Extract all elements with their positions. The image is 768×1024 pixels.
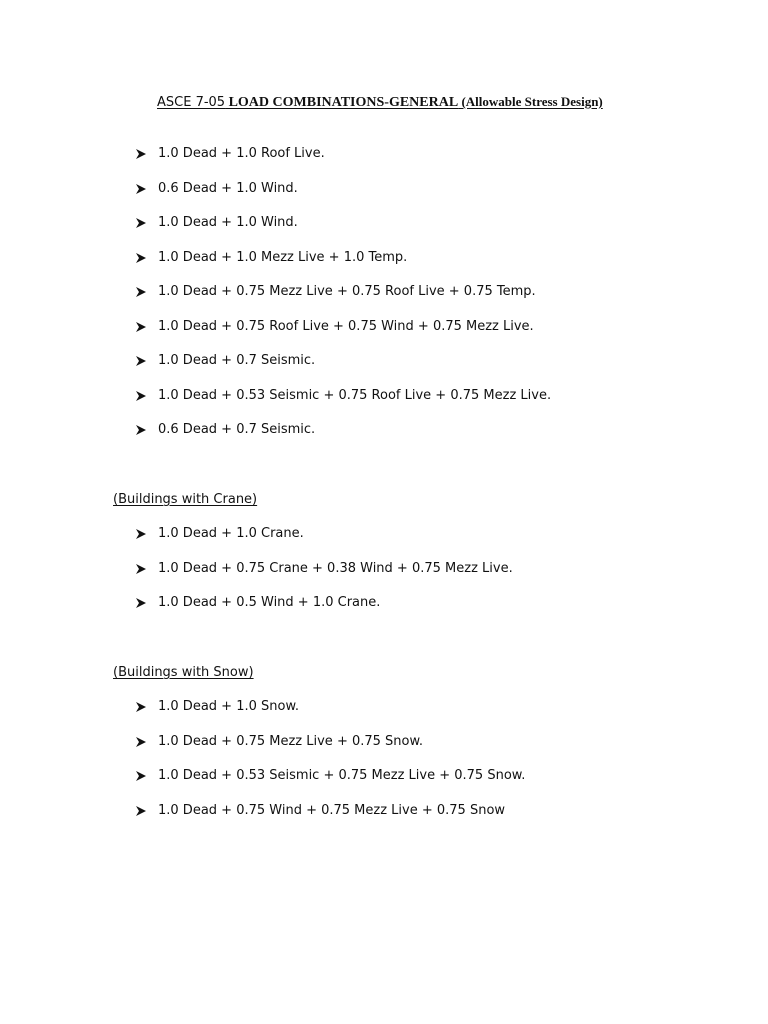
list-item: [135, 593, 513, 628]
arrowhead-bullet-icon: [135, 424, 147, 436]
list-item: [135, 420, 551, 455]
list-item: [135, 213, 551, 248]
list-item: [135, 282, 551, 317]
snow-section-heading: (Buildings with Snow): [113, 665, 254, 680]
list-item-text: 1.0 Dead + 0.75 Mezz Live + 0.75 Snow.: [158, 733, 424, 749]
list-item-text: 1.0 Dead + 0.5 Wind + 1.0 Crane.: [158, 595, 381, 610]
arrowhead-bullet-icon: [135, 701, 147, 713]
list-item: [135, 732, 525, 767]
list-item-text: 1.0 Dead + 0.53 Seismic + 0.75 Mezz Live + 0.75 Snow.: [158, 768, 526, 783]
list-item-text: 1.0 Dead + 0.75 Crane + 0.38 Wind + 0.75 Mezz Live.: [158, 560, 513, 576]
list-item-text: 1.0 Dead + 0.75 Roof Live + 0.75 Wind + 0.75 Mezz Live.: [158, 318, 534, 334]
general-combinations-list: [135, 144, 551, 455]
arrowhead-bullet-icon: [135, 321, 147, 333]
arrowhead-bullet-icon: [135, 528, 147, 540]
list-item-text: 0.6 Dead + 0.7 Seismic.: [158, 422, 316, 437]
arrowhead-bullet-icon: [135, 805, 147, 817]
list-item: [135, 697, 525, 732]
list-item-text: 1.0 Dead + 1.0 Roof Live.: [158, 146, 325, 161]
list-item: [135, 351, 551, 386]
list-item-text: 1.0 Dead + 1.0 Snow.: [158, 699, 300, 714]
arrowhead-bullet-icon: [135, 148, 147, 160]
list-item-text: 1.0 Dead + 0.53 Seismic + 0.75 Roof Live + 0.75 Mezz Live.: [158, 387, 552, 403]
arrowhead-bullet-icon: [135, 390, 147, 402]
title-prefix: ASCE 7-05: [157, 95, 226, 110]
list-item-text: 0.6 Dead + 1.0 Wind.: [158, 180, 298, 196]
snow-combinations-list: [135, 697, 525, 835]
arrowhead-bullet-icon: [135, 183, 147, 195]
list-item-text: 1.0 Dead + 1.0 Crane.: [158, 526, 304, 541]
arrowhead-bullet-icon: [135, 217, 147, 229]
arrowhead-bullet-icon: [135, 563, 147, 575]
page-title: [157, 92, 603, 113]
arrowhead-bullet-icon: [135, 770, 147, 782]
title-suffix: (Allowable Stress Design): [458, 94, 603, 109]
list-item-text: 1.0 Dead + 0.75 Mezz Live + 0.75 Roof Live + 0.75 Temp.: [158, 284, 536, 299]
list-item: [135, 248, 551, 283]
list-item-text: 1.0 Dead + 0.75 Wind + 0.75 Mezz Live + 0.75 Snow: [158, 802, 506, 818]
arrowhead-bullet-icon: [135, 597, 147, 609]
list-item: [135, 179, 551, 214]
arrowhead-bullet-icon: [135, 286, 147, 298]
crane-section-heading: (Buildings with Crane): [113, 492, 258, 507]
arrowhead-bullet-icon: [135, 355, 147, 367]
list-item: [135, 144, 551, 179]
list-item-text: 1.0 Dead + 1.0 Mezz Live + 1.0 Temp.: [158, 249, 408, 265]
list-item: [135, 801, 525, 836]
crane-combinations-list: [135, 524, 513, 628]
list-item: [135, 317, 551, 352]
list-item: [135, 386, 551, 421]
arrowhead-bullet-icon: [135, 252, 147, 264]
arrowhead-bullet-icon: [135, 736, 147, 748]
list-item: [135, 559, 513, 594]
title-main: LOAD COMBINATIONS-GENERAL: [225, 95, 459, 110]
list-item: [135, 766, 525, 801]
list-item: [135, 524, 513, 559]
list-item-text: 1.0 Dead + 1.0 Wind.: [158, 215, 298, 230]
list-item-text: 1.0 Dead + 0.7 Seismic.: [158, 353, 316, 368]
